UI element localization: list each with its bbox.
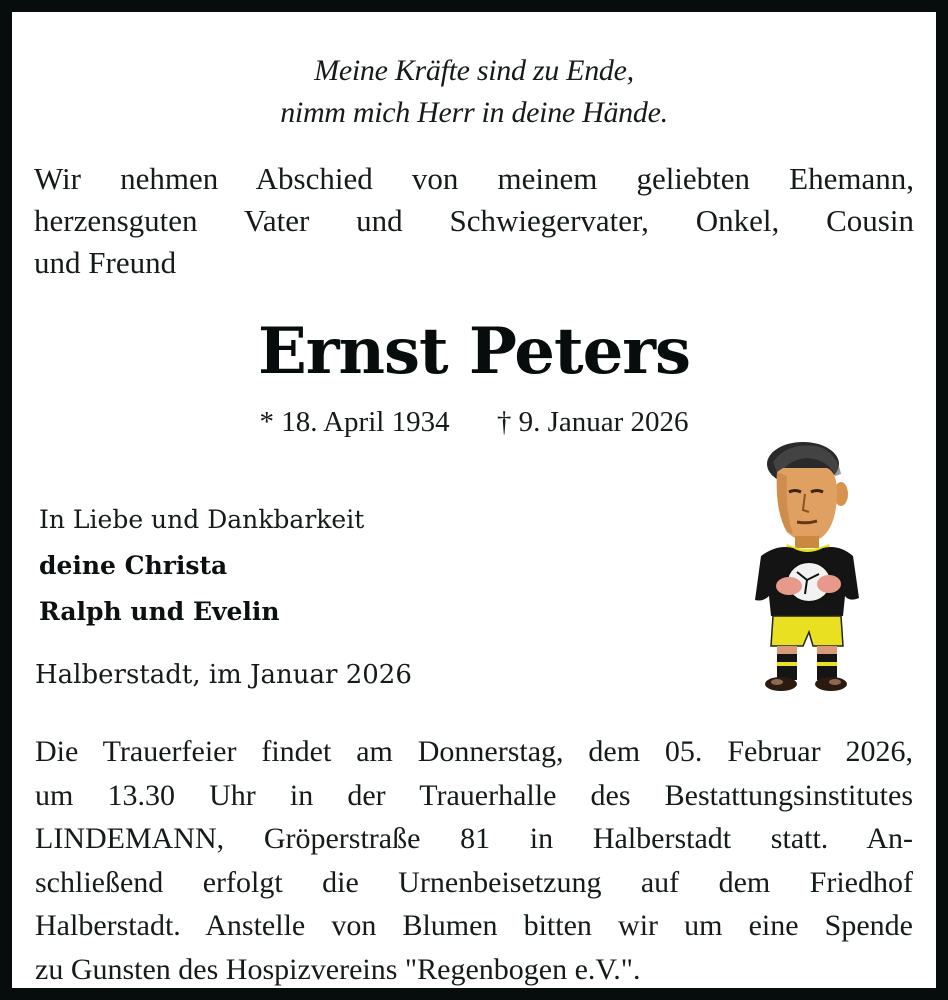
service-line: LINDEMANN, Gröperstraße 81 in Halberstadt statt. An- [35,822,913,855]
goalkeeper-caricature-icon [737,432,867,697]
service-line: Die Trauerfeier findet am Donnerstag, dem 05. Februar 2026, [35,735,913,768]
place-date: Halberstadt, im Januar 2026 [35,660,412,690]
service-line: zu Gunsten des Hospizvereins "Regenbogen e.V.". [35,952,641,986]
death-date: † 9. Januar 2026 [496,406,689,438]
intro-line: herzensguten Vater und Schwiegervater, Onkel, Cousin [34,203,914,238]
service-line: Halberstadt. Anstelle von Blumen bitten wir um eine Spende [35,909,913,942]
intro-line: und Freund [34,245,177,280]
funeral-service-info [35,730,913,991]
mourner-name: deine Christa [39,551,228,580]
motto-verse [12,50,936,134]
motto-line: nimm mich Herr in deine Hände. [280,96,668,129]
mourner-name: Ralph und Evelin [39,597,280,626]
farewell-intro [34,158,914,284]
closing-signature [39,497,364,635]
motto-line: Meine Kräfte sind zu Ende, [314,54,634,87]
closing-phrase: In Liebe und Dankbarkeit [39,505,365,534]
service-line: um 13.30 Uhr in der Trauerhalle des Bestattungsinstitutes [35,778,913,812]
birth-date: * 18. April 1934 [259,406,450,438]
deceased-name: Ernst Peters [257,314,691,389]
service-line: schließend erfolgt die Urnenbeisetzung auf dem Friedhof [35,865,913,899]
intro-line: Wir nehmen Abschied von meinem geliebten Ehemann, [34,161,914,196]
